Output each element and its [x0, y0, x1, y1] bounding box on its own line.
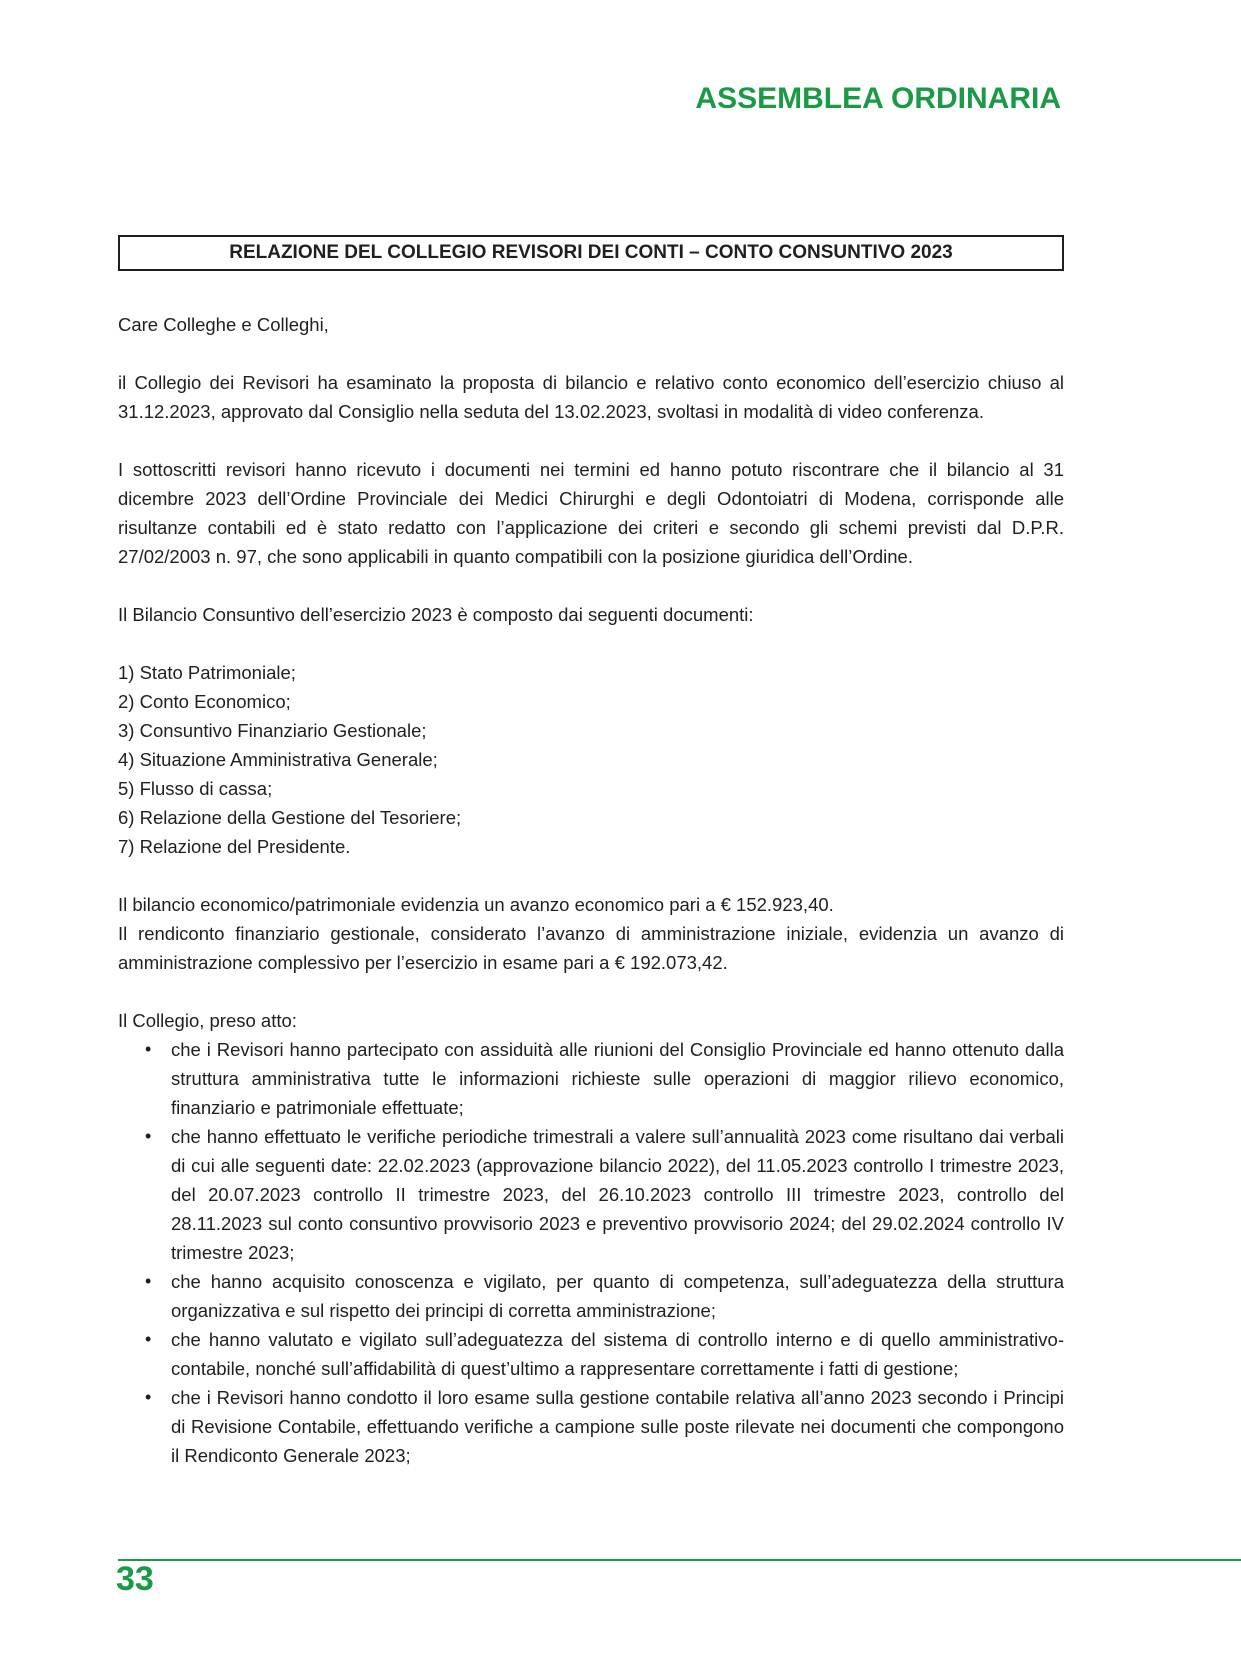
spacer: [118, 977, 1064, 1006]
spacer: [118, 629, 1064, 658]
spacer: [118, 571, 1064, 600]
report-title: RELAZIONE DEL COLLEGIO REVISORI DEI CONTI – CONTO CONSUNTIVO 2023: [229, 242, 953, 263]
list-item: 5) Flusso di cassa;: [118, 778, 273, 799]
bullet-icon: •: [145, 1039, 152, 1059]
list-item-text: che hanno valutato e vigilato sull’adeguatezza del sistema di controllo interno e di quello amministrativo-contabile, nonché sull’affidabilità di quest’ultimo a rappresentare correttamente i fatti di gestione;: [171, 1329, 1064, 1379]
list-item: 6) Relazione della Gestione del Tesoriere;: [118, 807, 462, 828]
section-title: ASSEMBLEA ORDINARIA: [695, 82, 1061, 115]
list-item-text: che i Revisori hanno condotto il loro esame sulla gestione contabile relativa all’anno 2023 secondo i Principi di Revisione Contabile, effettuando verifiche a campione sulle poste rilevate nei documenti che compongono il Rendiconto Generale 2023;: [171, 1387, 1064, 1466]
list-item: 3) Consuntivo Finanziario Gestionale;: [118, 720, 427, 741]
paragraph-financial-surplus: Il rendiconto finanziario gestionale, considerato l’avanzo di amministrazione iniziale, evidenzia un avanzo di amministrazione complessivo per l’esercizio in esame pari a € 192.073,42.: [118, 923, 1064, 973]
list-item-text: che i Revisori hanno partecipato con assiduità alle riunioni del Consiglio Provinciale ed hanno ottenuto dalla struttura amministrativa tutte le informazioni richieste sulle operazioni di maggior rilievo economico, finanziario e patrimoniale effettuate;: [171, 1039, 1064, 1118]
bullet-icon: •: [145, 1329, 152, 1349]
list-item: [145, 1325, 1064, 1383]
spacer: [118, 339, 1064, 368]
list-item: [145, 1267, 1064, 1325]
bullet-icon: •: [145, 1387, 152, 1407]
report-body: [118, 310, 1064, 1470]
greeting: Care Colleghe e Colleghi,: [118, 314, 329, 335]
list-item: 7) Relazione del Presidente.: [118, 836, 351, 857]
list-item: [145, 1035, 1064, 1122]
paragraph-composition: Il Bilancio Consuntivo dell’esercizio 2023 è composto dai seguenti documenti:: [118, 604, 754, 625]
list-item: [145, 1122, 1064, 1267]
documents-list: [118, 658, 1064, 861]
list-item-text: che hanno acquisito conoscenza e vigilato, per quanto di competenza, sull’adeguatezza della struttura organizzativa e sul rispetto dei principi di corretta amministrazione;: [171, 1271, 1064, 1321]
paragraph-verification: I sottoscritti revisori hanno ricevuto i documenti nei termini ed hanno potuto riscontrare che il bilancio al 31 dicembre 2023 dell’Ordine Provinciale dei Medici Chirurghi e degli Odontoiatri di Modena, corrisponde alle risultanze contabili ed è stato redatto con l’applicazione dei criteri e secondo gli schemi previsti dal D.P.R. 27/02/2003 n. 97, che sono applicabili in quanto compatibili con la posizione giuridica dell’Ordine.: [118, 459, 1064, 567]
list-item-text: che hanno effettuato le verifiche periodiche trimestrali a valere sull’annualità 2023 come risultano dai verbali di cui alle seguenti date: 22.02.2023 (approvazione bilancio 2022), del 11.05.2023 controllo I trimestre 2023, del 20.07.2023 controllo II trimestre 2023, del 26.10.2023 controllo III trimestre 2023, controllo del 28.11.2023 sul conto consuntivo provvisorio 2023 e preventivo provvisorio 2024; del 29.02.2024 controllo IV trimestre 2023;: [171, 1126, 1064, 1263]
paragraph-intro: il Collegio dei Revisori ha esaminato la proposta di bilancio e relativo conto economico dell’esercizio chiuso al 31.12.2023, approvato dal Consiglio nella seduta del 13.02.2023, svoltasi in modalità di video conferenza.: [118, 372, 1064, 422]
list-item: [145, 1383, 1064, 1470]
spacer: [118, 861, 1064, 890]
bullet-icon: •: [145, 1126, 152, 1146]
spacer: [118, 426, 1064, 455]
findings-list: [118, 1035, 1064, 1470]
list-item: 4) Situazione Amministrativa Generale;: [118, 749, 438, 770]
paragraph-economic-surplus: Il bilancio economico/patrimoniale evidenzia un avanzo economico pari a € 152.923,40.: [118, 894, 834, 915]
paragraph-college: Il Collegio, preso atto:: [118, 1010, 297, 1031]
report-title-box: [118, 235, 1064, 271]
footer-divider: [118, 1559, 1241, 1561]
page-number: 33: [116, 1560, 154, 1598]
list-item: 2) Conto Economico;: [118, 691, 291, 712]
list-item: 1) Stato Patrimoniale;: [118, 662, 296, 683]
bullet-icon: •: [145, 1271, 152, 1291]
